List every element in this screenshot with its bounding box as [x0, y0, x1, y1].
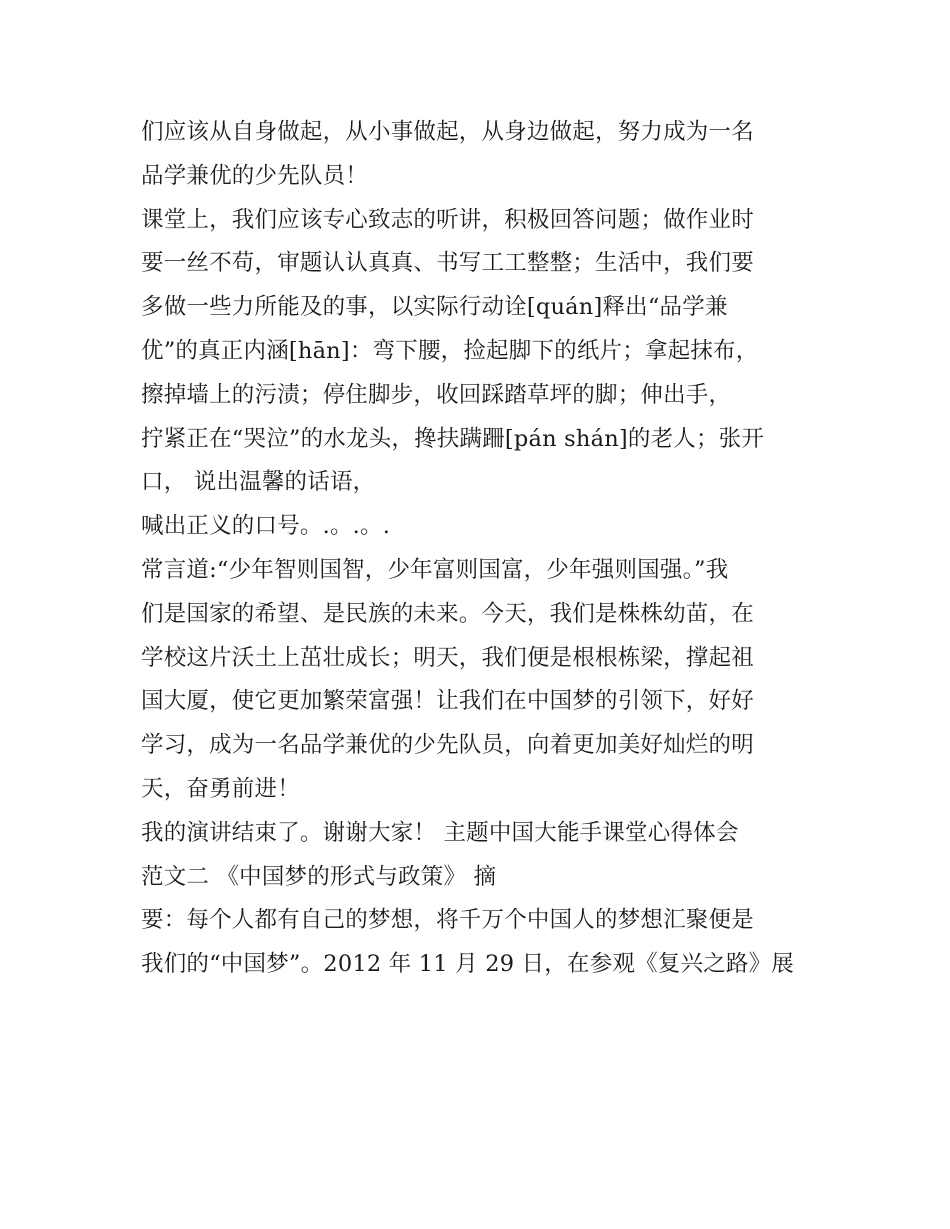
- document-body: [141, 111, 821, 987]
- text-line-1: 们应该从自身做起，从小事做起，从身边做起，努力成为一名: [141, 119, 754, 145]
- text-line-2: 品学兼优的少先队员！: [141, 162, 369, 189]
- text-line-12: 们是国家的希望、是民族的未来。今天，我们是株株幼苗，在: [141, 600, 754, 627]
- text-line-11: 常言道:“少年智则国智，少年富则国富，少年强则国强。”我: [141, 556, 729, 583]
- text-line-7: 擦掉墙上的污渍；停住脚步，收回踩踏草坪的脚；伸出手，: [141, 381, 732, 408]
- text-line-14: 国大厦，使它更加繁荣富强！让我们在中国梦的引领下，好好: [141, 688, 754, 715]
- text-line-17: 我的演讲结束了。谢谢大家！ 主题中国大能手课堂心得体会: [141, 819, 739, 846]
- text-line-3: 课堂上，我们应该专心致志的听讲，积极回答问题；做作业时: [141, 206, 754, 233]
- text-line-16: 天，奋勇前进！: [141, 775, 300, 802]
- text-line-10: 喊出正义的口号。.。.。.: [141, 513, 391, 540]
- text-line-20: 我们的“中国梦”。2012 年 11 月 29 日，在参观《复兴之路》展: [141, 951, 794, 978]
- text-line-8: 拧紧正在“哭泣”的水龙头，搀扶蹒跚[pán shán]的老人；张开: [141, 425, 765, 452]
- text-line-9: 口， 说出温馨的话语，: [141, 469, 376, 496]
- text-line-18: 范文二 《中国梦的形式与政策》 摘: [141, 863, 497, 890]
- text-line-6: 优”的真正内涵[hān]：弯下腰，捡起脚下的纸片；拿起抹布，: [141, 337, 759, 364]
- text-line-4: 要一丝不苟，审题认认真真、书写工工整整；生活中，我们要: [141, 250, 754, 277]
- text-line-19: 要：每个人都有自己的梦想，将千万个中国人的梦想汇聚便是: [141, 907, 754, 934]
- text-line-13: 学校这片沃土上茁壮成长；明天，我们便是根根栋梁，撑起祖: [141, 644, 754, 671]
- text-line-5: 多做一些力所能及的事，以实际行动诠[quán]释出“品学兼: [141, 294, 728, 321]
- text-line-15: 学习，成为一名品学兼优的少先队员，向着更加美好灿烂的明: [141, 732, 754, 759]
